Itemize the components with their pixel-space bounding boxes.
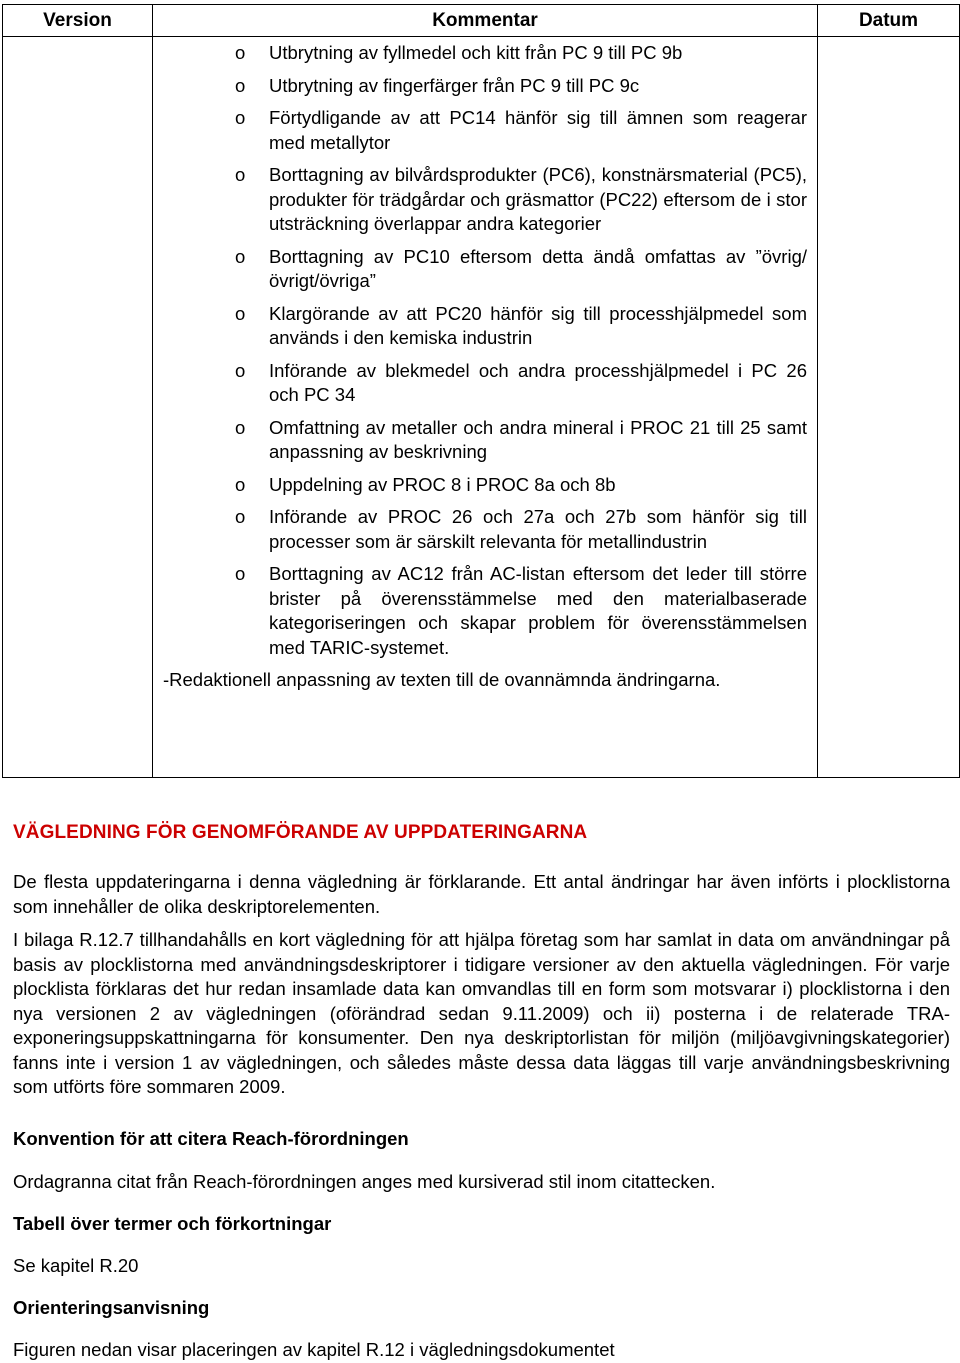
bullet-icon: o <box>235 107 246 128</box>
header-version: Version <box>3 5 153 37</box>
header-date: Datum <box>818 5 960 37</box>
bullet-icon: o <box>235 359 246 381</box>
revision-table <box>2 4 960 778</box>
heading-convention: Konvention för att citera Reach-förordningen <box>13 1128 409 1149</box>
change-list <box>163 41 807 660</box>
date-cell <box>818 37 960 778</box>
list-item-text: Förtydligande av att PC14 hänför sig till ämnen som reagerar med metallytor <box>269 107 807 153</box>
list-item <box>163 302 807 351</box>
bullet-icon: o <box>235 245 246 267</box>
list-item <box>163 416 807 465</box>
list-item <box>163 359 807 408</box>
paragraph-annex: I bilaga R.12.7 tillhandahålls en kort vägledning för att hjälpa företag som har samlat in data om användningar på basis av plocklistorna med användningsdeskriptorer i tidigare versioner av den aktuella vägledningen. För varje plocklista förklaras det hur redan insamlade data kan omvandlas till en form som motsvarar i) plocklistorna i den nya versionen 2 av vägledningen (oförändrad sedan 9.11.2009) och ii) posterna i de relaterade TRA-exponeringsuppskattningarna för konsumenter. Den nya deskriptorlistan för miljön (miljöavgivningskategorier) fanns inte i version 1 av vägledningen, och således måste dessa data läggas till varje användningsbeskrivning som utförts före sommaren 2009. <box>13 929 950 1097</box>
list-item-text: Borttagning av bilvårdsprodukter (PC6), konstnärsmaterial (PC5), produkter för trädgårdar och gräsmattor (PC22) eftersom de i stor utsträckning överlappar andra kategorier <box>269 164 807 234</box>
paragraph-terms-table: Se kapitel R.20 <box>13 1255 139 1276</box>
bullet-icon: o <box>235 42 246 63</box>
list-item <box>163 163 807 237</box>
bullet-icon: o <box>235 416 246 438</box>
list-item-text: Införande av PROC 26 och 27a och 27b som hänför sig till processer som är särskilt relevanta för metallindustrin <box>269 506 807 552</box>
table-row <box>3 37 960 778</box>
list-item-text: Borttagning av PC10 eftersom detta ändå omfattas av ”övrig/övrigt/övriga” <box>269 245 807 291</box>
paragraph-orientation: Figuren nedan visar placeringen av kapitel R.12 i vägledningsdokumentet <box>13 1339 615 1360</box>
list-item <box>163 562 807 660</box>
list-item-text: Införande av blekmedel och andra processhjälpmedel i PC 26 och PC 34 <box>269 359 807 405</box>
list-item <box>163 473 807 498</box>
list-item-text: Omfattning av metaller och andra mineral i PROC 21 till 25 samt anpassning av beskrivning <box>269 416 807 462</box>
list-item <box>163 74 807 99</box>
bullet-icon: o <box>235 473 246 495</box>
paragraph-convention: Ordagranna citat från Reach-förordningen anges med kursiverad stil inom citattecken. <box>13 1171 716 1192</box>
header-comment: Kommentar <box>153 5 818 37</box>
table-header-row <box>3 5 960 37</box>
list-item <box>163 106 807 155</box>
list-item <box>163 41 807 66</box>
list-item-text: Klargörande av att PC20 hänför sig till processhjälpmedel som används i den kemiska industrin <box>269 302 807 348</box>
bullet-icon: o <box>235 302 246 324</box>
comment-cell <box>153 37 818 778</box>
version-cell <box>3 37 153 778</box>
editorial-note: -Redaktionell anpassning av texten till de ovannämnda ändringarna. <box>163 669 721 690</box>
list-item-text: Borttagning av AC12 från AC-listan eftersom det leder till större brister på överensstämmelse med den materialbaserade kategoriseringen och skapar problem för överensstämmelsen med TARIC-systemet. <box>269 563 807 658</box>
bullet-icon: o <box>235 506 246 527</box>
list-item-text: Uppdelning av PROC 8 i PROC 8a och 8b <box>269 473 616 495</box>
list-item-text: Utbrytning av fyllmedel och kitt från PC 9 till PC 9b <box>269 42 683 63</box>
section-heading: VÄGLEDNING FÖR GENOMFÖRANDE AV UPPDATERINGARNA <box>13 822 588 843</box>
list-item <box>163 505 807 554</box>
paragraph-intro: De flesta uppdateringarna i denna vägledning är förklarande. Ett antal ändringar har även införts i plocklistorna som innehåller de olika deskriptorelementen. <box>13 871 950 917</box>
bullet-icon: o <box>235 563 246 584</box>
list-item-text: Utbrytning av fingerfärger från PC 9 till PC 9c <box>269 74 640 96</box>
bullet-icon: o <box>235 164 246 185</box>
heading-orientation: Orienteringsanvisning <box>13 1297 210 1318</box>
list-item <box>163 245 807 294</box>
bullet-icon: o <box>235 74 246 96</box>
heading-terms-table: Tabell över termer och förkortningar <box>13 1213 332 1234</box>
